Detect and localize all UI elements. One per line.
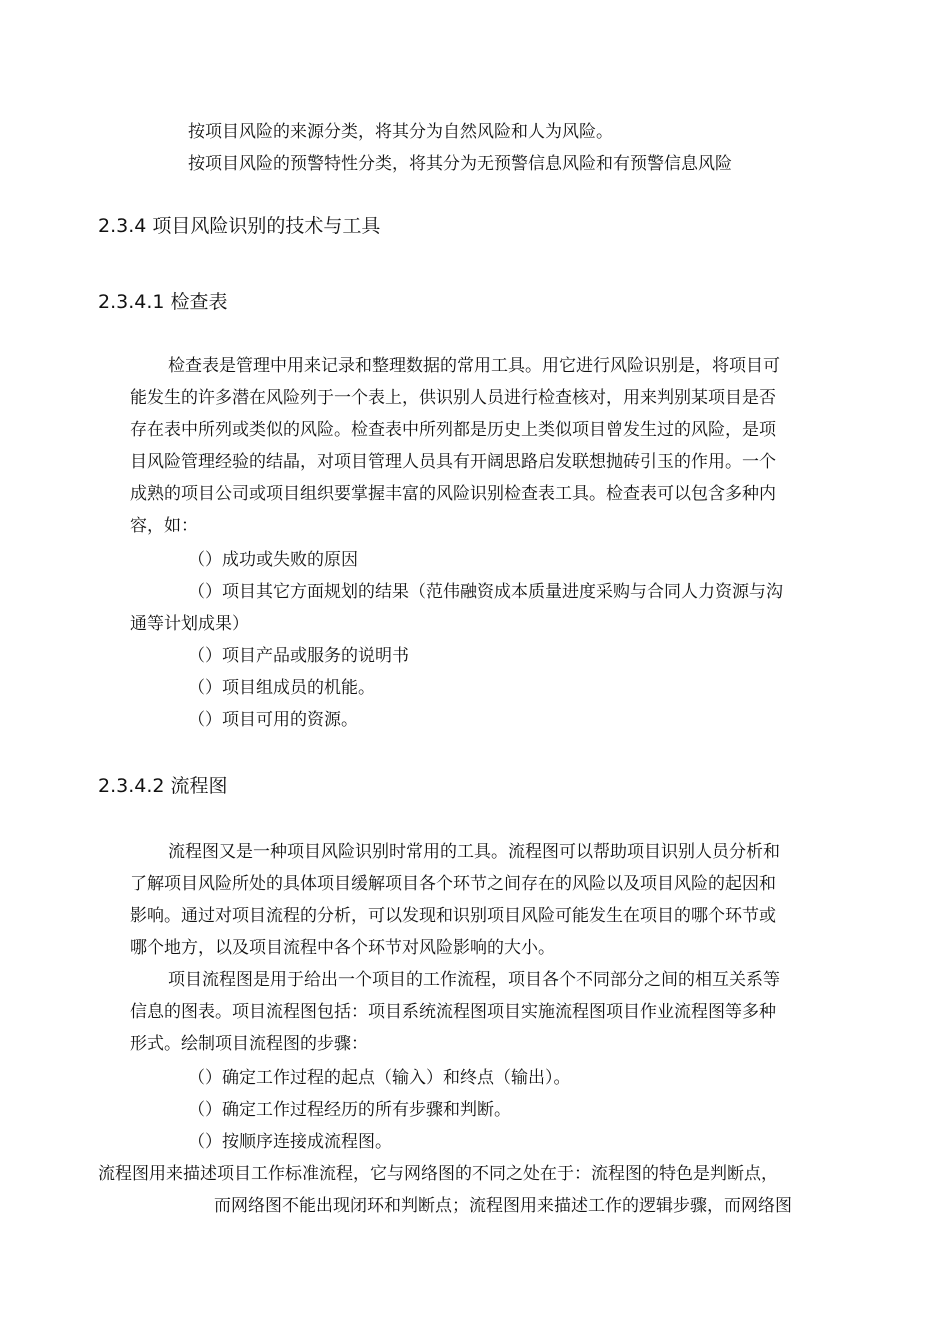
checklist-item: （）项目其它方面规划的结果（范伟融资成本质量进度采购与合同人力资源与沟	[188, 582, 783, 602]
checklist-item-continuation: 通等计划成果）	[130, 614, 249, 634]
checklist-para-line: 检查表是管理中用来记录和整理数据的常用工具。用它进行风险识别是，将项目可	[168, 356, 780, 376]
checklist-para-line: 存在表中所列或类似的风险。检查表中所列都是历史上类似项目曾发生过的风险，是项	[130, 420, 776, 440]
intro-line-2: 按项目风险的预警特性分类，将其分为无预警信息风险和有预警信息风险	[188, 154, 732, 174]
checklist-para-line: 容，如：	[130, 516, 198, 536]
intro-line-1: 按项目风险的来源分类，将其分为自然风险和人为风险。	[188, 122, 613, 142]
flowchart-tail-line: 流程图用来描述项目工作标准流程，它与网络图的不同之处在于：流程图的特色是判断点，	[98, 1164, 778, 1184]
checklist-item: （）成功或失败的原因	[188, 550, 358, 570]
heading-2-3-4-2: 2.3.4.2 流程图	[98, 775, 228, 797]
flowchart-step: （）确定工作过程的起点（输入）和终点（输出）。	[188, 1068, 571, 1088]
heading-2-3-4-1: 2.3.4.1 检查表	[98, 291, 228, 313]
checklist-item: （）项目可用的资源。	[188, 710, 358, 730]
flowchart-para2-line: 信息的图表。项目流程图包括：项目系统流程图项目实施流程图项目作业流程图等多种	[130, 1002, 776, 1022]
checklist-para-line: 能发生的许多潜在风险列于一个表上，供识别人员进行检查核对，用来判别某项目是否	[130, 388, 776, 408]
flowchart-para1-line: 哪个地方，以及项目流程中各个环节对风险影响的大小。	[130, 938, 555, 958]
heading-2-3-4: 2.3.4 项目风险识别的技术与工具	[98, 215, 381, 237]
flowchart-tail-line: 而网络图不能出现闭环和判断点；流程图用来描述工作的逻辑步骤，而网络图	[214, 1196, 792, 1216]
flowchart-para1-line: 影响。通过对项目流程的分析，可以发现和识别项目风险可能发生在项目的哪个环节或	[130, 906, 776, 926]
checklist-item: （）项目产品或服务的说明书	[188, 646, 409, 666]
flowchart-para1-line: 流程图又是一种项目风险识别时常用的工具。流程图可以帮助项目识别人员分析和	[168, 842, 780, 862]
flowchart-step: （）确定工作过程经历的所有步骤和判断。	[188, 1100, 511, 1120]
checklist-para-line: 目风险管理经验的结晶，对项目管理人员具有开阔思路启发联想抛砖引玉的作用。一个	[130, 452, 776, 472]
flowchart-para2-line: 形式。绘制项目流程图的步骤：	[130, 1034, 368, 1054]
checklist-item: （）项目组成员的机能。	[188, 678, 375, 698]
flowchart-para2-line: 项目流程图是用于给出一个项目的工作流程，项目各个不同部分之间的相互关系等	[168, 970, 780, 990]
flowchart-step: （）按顺序连接成流程图。	[188, 1132, 392, 1152]
flowchart-para1-line: 了解项目风险所处的具体项目缓解项目各个环节之间存在的风险以及项目风险的起因和	[130, 874, 776, 894]
checklist-para-line: 成熟的项目公司或项目组织要掌握丰富的风险识别检查表工具。检查表可以包含多种内	[130, 484, 776, 504]
